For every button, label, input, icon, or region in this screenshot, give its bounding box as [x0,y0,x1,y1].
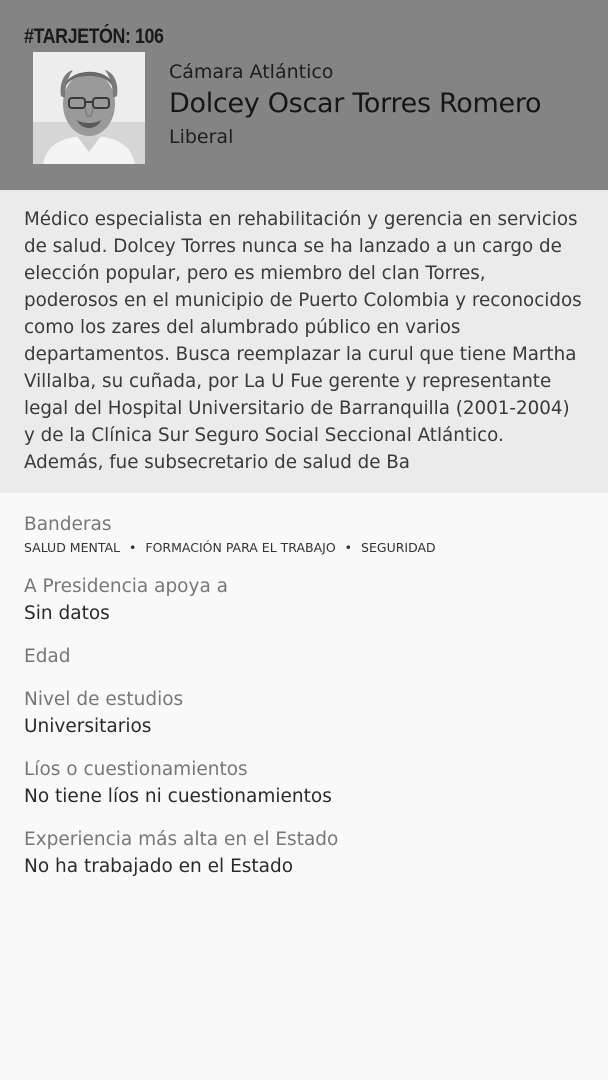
candidate-header [0,0,608,190]
separator-dot: • [129,540,137,555]
candidate-info [169,60,541,150]
experience-value: No ha trabajado en el Estado [24,856,294,877]
experience-field [24,826,584,880]
party-label: Liberal [169,126,234,148]
separator-dot: • [344,540,353,555]
chamber-label: Cámara Atlántico [169,61,334,83]
flag-item: SALUD MENTAL [24,540,121,555]
flags-label: Banderas [24,514,112,535]
education-field [24,686,584,740]
presidency-value: Sin datos [24,603,110,624]
candidate-photo [33,52,145,164]
education-value: Universitarios [24,716,152,737]
flag-item: FORMACIÓN PARA EL TRABAJO [145,540,336,555]
flag-item: SEGURIDAD [361,540,436,555]
age-label: Edad [24,646,71,667]
presidency-field [24,573,584,627]
education-label: Nivel de estudios [24,689,184,710]
age-field [24,643,584,670]
ballot-number: #TARJETÓN: 106 [24,25,164,48]
bio-text: Médico especialista en rehabilitación y gerencia en servicios de salud. Dolcey Torres nunca se ha lanzado a un cargo de elección popular, pero es miembro del clan Torres, poderosos en el municipio de Puerto Colombia y reconocidos como los zares del alumbrado público en varios departamentos. Busca reemplazar la curul que tiene Martha Villalba, su cuñada, por La U Fue gerente y representante legal del Hospital Universitario de Barranquilla (2001-2004) y de la Clínica Sur Seguro Social Seccional Atlántico. Además, fue subsecretario de salud de Ba [24,209,582,473]
candidate-name: Dolcey Oscar Torres Romero [169,88,542,119]
presidency-label: A Presidencia apoya a [24,576,229,597]
experience-label: Experiencia más alta en el Estado [24,829,339,850]
flags-field [24,511,584,557]
portrait-image [33,52,145,164]
flags-list [24,539,584,557]
controversies-value: No tiene líos ni cuestionamientos [24,786,332,807]
details-section [0,493,608,880]
controversies-label: Líos o cuestionamientos [24,759,248,780]
controversies-field [24,756,584,810]
